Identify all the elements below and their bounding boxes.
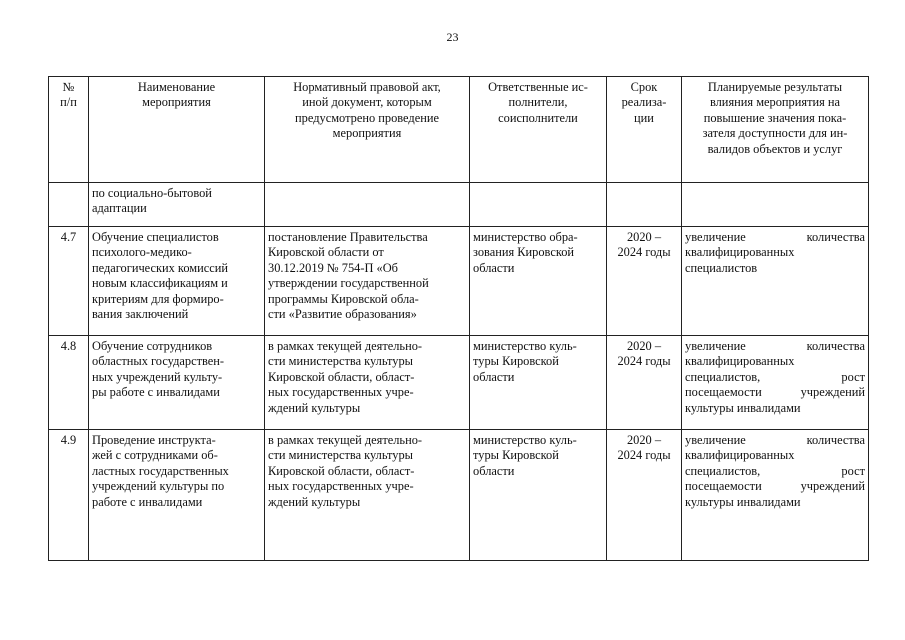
cell-term: 2020 – 2024 годы xyxy=(607,336,682,430)
cell-name: Проведение инструкта- жей с сотрудниками об- ластных государственных учреждений культуры по работе с инвалидами xyxy=(89,430,265,561)
cell-legal-act xyxy=(265,183,470,227)
cell-term: 2020 – 2024 годы xyxy=(607,430,682,561)
page-number: 23 xyxy=(446,30,459,44)
cell-result: увеличение количества квалифицированных специалистов, рост посещаемости учреждений культуры инвалидами xyxy=(682,336,869,430)
cell-number: 4.8 xyxy=(49,336,89,430)
header-results: Планируемые результаты влияния мероприятия на повышение значения пока- зателя доступности для ин- валидов объектов и услуг xyxy=(682,77,869,183)
header-legal-act: Нормативный правовой акт, иной документ, которым предусмотрено проведение мероприятия xyxy=(265,77,470,183)
table-row xyxy=(49,227,869,336)
cell-name: по социально-бытовой адаптации xyxy=(89,183,265,227)
cell-responsible: министерство куль- туры Кировской области xyxy=(470,336,607,430)
header-name: Наименование мероприятия xyxy=(89,77,265,183)
cell-responsible: министерство обра- зования Кировской области xyxy=(470,227,607,336)
cell-term xyxy=(607,183,682,227)
cell-number: 4.7 xyxy=(49,227,89,336)
cell-legal-act: в рамках текущей деятельно- сти министерства культуры Кировской области, област- ных государственных учре- ждений культуры xyxy=(265,430,470,561)
measures-table xyxy=(48,76,869,561)
header-responsible: Ответственные ис- полнители, соисполнители xyxy=(470,77,607,183)
table-header-row xyxy=(49,77,869,183)
header-term: Срок реализа- ции xyxy=(607,77,682,183)
cell-result: увеличение количества квалифицированных специалистов, рост посещаемости учреждений культуры инвалидами xyxy=(682,430,869,561)
header-number: № п/п xyxy=(49,77,89,183)
cell-legal-act: постановление Правительства Кировской области от 30.12.2019 № 754-П «Об утверждении государственной программы Кировской обла- сти «Развитие образования» xyxy=(265,227,470,336)
cell-number: 4.9 xyxy=(49,430,89,561)
table-row-continuation xyxy=(49,183,869,227)
cell-responsible: министерство куль- туры Кировской области xyxy=(470,430,607,561)
cell-result: увеличение количества квалифицированных специалистов xyxy=(682,227,869,336)
cell-result xyxy=(682,183,869,227)
table-row xyxy=(49,336,869,430)
cell-name: Обучение специалистов психолого-медико- педагогических комиссий новым классификациям и критериям для формиро- вания заключений xyxy=(89,227,265,336)
cell-number xyxy=(49,183,89,227)
cell-responsible xyxy=(470,183,607,227)
cell-name: Обучение сотрудников областных государствен- ных учреждений культу- ры работе с инвалидами xyxy=(89,336,265,430)
table-row xyxy=(49,430,869,561)
cell-term: 2020 – 2024 годы xyxy=(607,227,682,336)
cell-legal-act: в рамках текущей деятельно- сти министерства культуры Кировской области, област- ных государственных учре- ждений культуры xyxy=(265,336,470,430)
